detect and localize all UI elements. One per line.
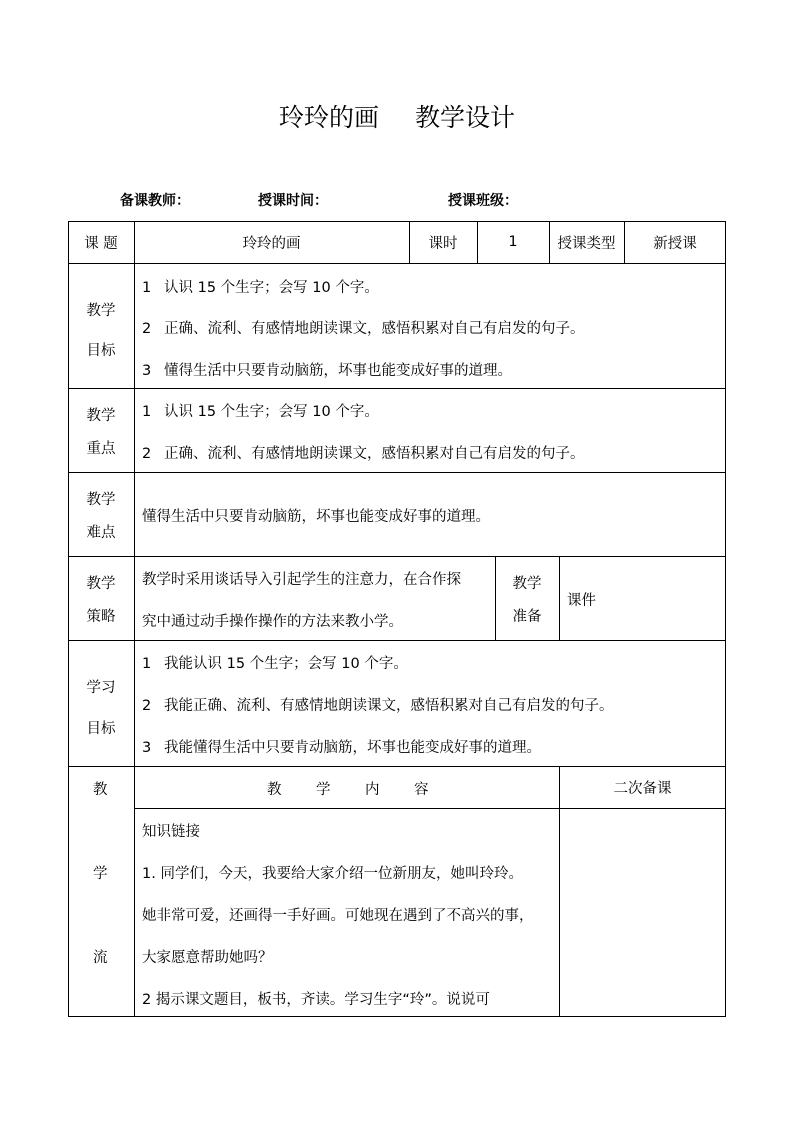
flow-line: 大家愿意帮助她吗？	[142, 950, 273, 966]
goals-content	[134, 263, 726, 388]
flow-side-char: 流	[93, 950, 108, 966]
type-value: 新授课	[653, 235, 697, 252]
keys-label-2: 重点	[86, 441, 116, 457]
difficulty-text: 懂得生活中只要肯动脑筋，坏事也能变成好事的道理。	[142, 509, 490, 525]
key-item: 1 认识 15 个生字；会写 10 个字。	[142, 404, 379, 420]
difficulty-label	[68, 472, 134, 556]
keys-label-1: 教学	[86, 408, 116, 424]
strategy-label-2: 策略	[86, 609, 116, 625]
difficulty-content	[134, 472, 726, 556]
keys-label	[68, 388, 134, 472]
difficulty-label-1: 教学	[86, 492, 116, 508]
period-label: 课时	[428, 235, 458, 252]
flow-line: 2 揭示课文题目，板书，齐读。学习生字“玲”。说说可	[142, 992, 490, 1008]
prep-label-1: 教学	[512, 576, 542, 592]
prep-label	[495, 556, 559, 640]
goal-item: 3 懂得生活中只要肯动脑筋，坏事也能变成好事的道理。	[142, 363, 512, 379]
flow-label	[68, 766, 134, 1016]
key-item: 2 正确、流利、有感情地朗读课文，感悟积累对自己有启发的句子。	[142, 446, 585, 462]
topic-value: 玲玲的画	[242, 235, 301, 252]
study-label-1: 学习	[86, 680, 116, 696]
secondary-header: 二次备课	[613, 780, 672, 797]
study-label	[68, 640, 134, 766]
goal-item: 1 认识 15 个生字；会写 10 个字。	[142, 280, 379, 296]
goals-label	[68, 263, 134, 388]
page-title	[0, 98, 794, 134]
meta-time: 授课时间：	[258, 193, 328, 209]
title-lesson: 玲玲的画	[278, 103, 379, 132]
meta-teacher: 备课教师：	[120, 193, 190, 209]
difficulty-label-2: 难点	[86, 525, 116, 541]
flow-line: 她非常可爱，还画得一手好画。可她现在遇到了不高兴的事，	[142, 908, 534, 924]
title-design: 教学设计	[415, 103, 516, 132]
table-border	[68, 1016, 726, 1017]
content-header-char: 学	[316, 782, 331, 798]
topic-label: 课 题	[84, 235, 118, 252]
content-header-char: 内	[365, 782, 380, 798]
strategy-line: 究中通过动手操作操作的方法来教小学。	[142, 614, 403, 630]
flow-line: 1. 同学们，今天，我要给大家介绍一位新朋友，她叫玲玲。	[142, 866, 523, 882]
content-header-char: 教	[267, 782, 282, 798]
keys-content	[134, 388, 726, 472]
goal-item: 2 正确、流利、有感情地朗读课文，感悟积累对自己有启发的句子。	[142, 321, 585, 337]
content-header-char: 容	[414, 782, 429, 798]
study-content	[134, 640, 726, 766]
knowledge-title: 知识链接	[142, 824, 200, 840]
content-header	[134, 766, 559, 808]
period-value: 1	[508, 234, 518, 250]
study-item: 3 我能懂得生活中只要肯动脑筋，坏事也能变成好事的道理。	[142, 740, 541, 756]
strategy-content	[134, 556, 495, 640]
prep-content	[559, 556, 726, 640]
strategy-line: 教学时采用谈话导入引起学生的注意力，在合作探	[142, 572, 461, 588]
goals-label-2: 目标	[86, 343, 116, 360]
prep-label-2: 准备	[512, 609, 542, 625]
strategy-label-1: 教学	[86, 576, 116, 592]
study-item: 2 我能正确、流利、有感情地朗读课文，感悟积累对自己有启发的句子。	[142, 698, 614, 714]
type-label: 授课类型	[557, 235, 616, 252]
study-label-2: 目标	[86, 721, 116, 737]
flow-side-char: 学	[93, 866, 108, 882]
goals-label-1: 教学	[86, 302, 116, 319]
strategy-label	[68, 556, 134, 640]
flow-side-char: 教	[93, 782, 108, 798]
prep-text: 课件	[567, 593, 596, 609]
secondary-content	[559, 808, 726, 1016]
flow-content	[134, 808, 559, 1016]
meta-class: 授课班级：	[448, 193, 518, 209]
study-item: 1 我能认识 15 个生字；会写 10 个字。	[142, 656, 408, 672]
